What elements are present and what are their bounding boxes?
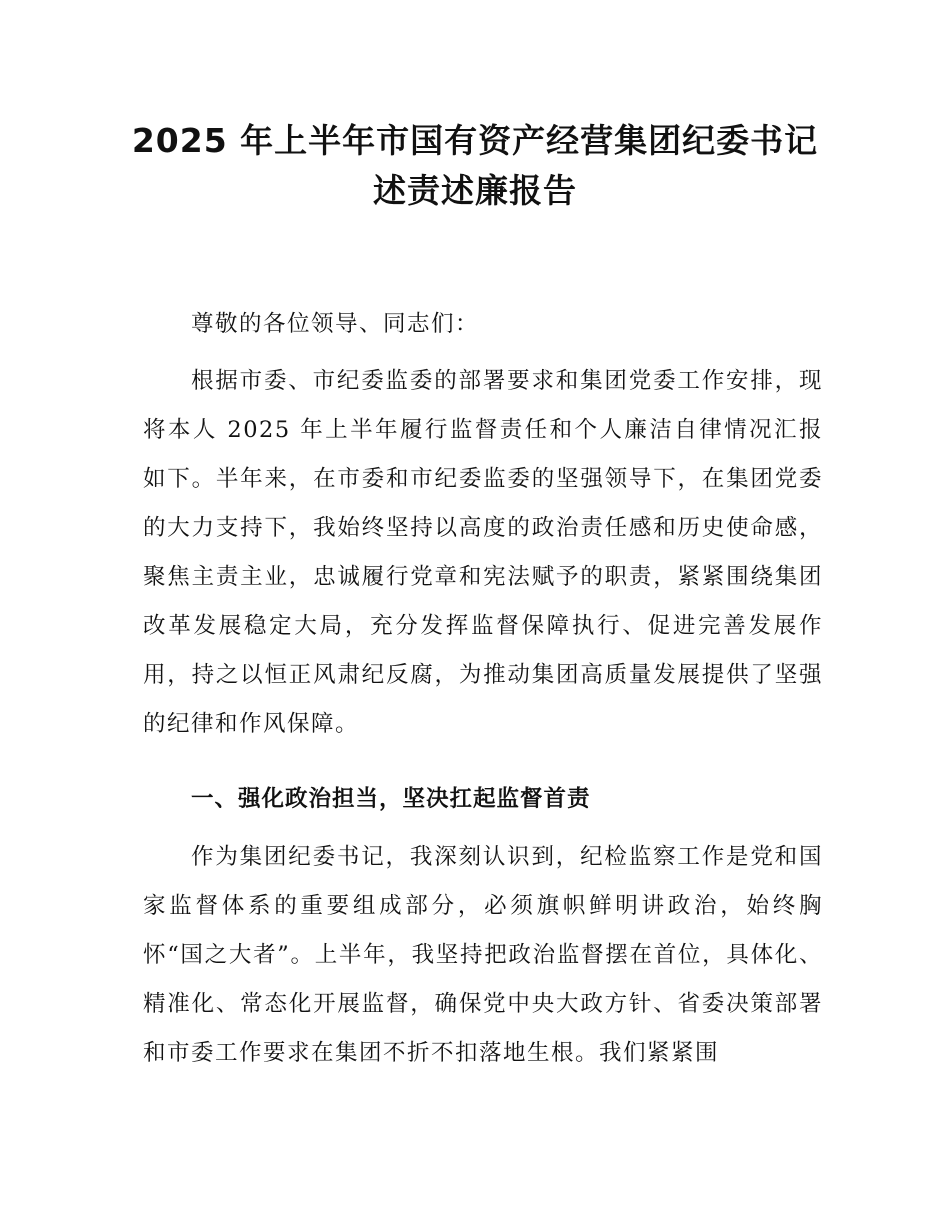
intro-paragraph: 根据市委、市纪委监委的部署要求和集团党委工作安排，现将本人 2025 年上半年履行监督责任和个人廉洁自律情况汇报如下。半年来，在市委和市纪委监委的坚强领导下，在集团党委的大力支持下，我始终坚持以高度的政治责任感和历史使命感，聚焦主责主业，忠诚履行党章和宪法赋予的职责，紧紧围绕集团改革发展稳定大局，充分发挥监督保障执行、促进完善发展作用，持之以恒正风肃纪反腐，为推动集团高质量发展提供了坚强的纪律和作风保障。 (143, 368, 823, 737)
document-title-line-1: 2025 年上半年市国有资产经营集团纪委书记 (131, 121, 819, 160)
section-heading-1: 一、强化政治担当，坚决扛起监督首责 (191, 786, 591, 812)
section-1-paragraph: 作为集团纪委书记，我深刻认识到，纪检监察工作是党和国家监督体系的重要组成部分，必须旗帜鲜明讲政治，始终胸怀“国之大者”。上半年，我坚持把政治监督摆在首位，具体化、精准化、常态化开展监督，确保党中央大政方针、省委决策部署和市委工作要求在集团不折不扣落地生根。我们紧紧围 (143, 844, 823, 1066)
salutation: 尊敬的各位领导、同志们： (191, 311, 480, 337)
document-title-line-2: 述责述廉报告 (373, 171, 577, 210)
